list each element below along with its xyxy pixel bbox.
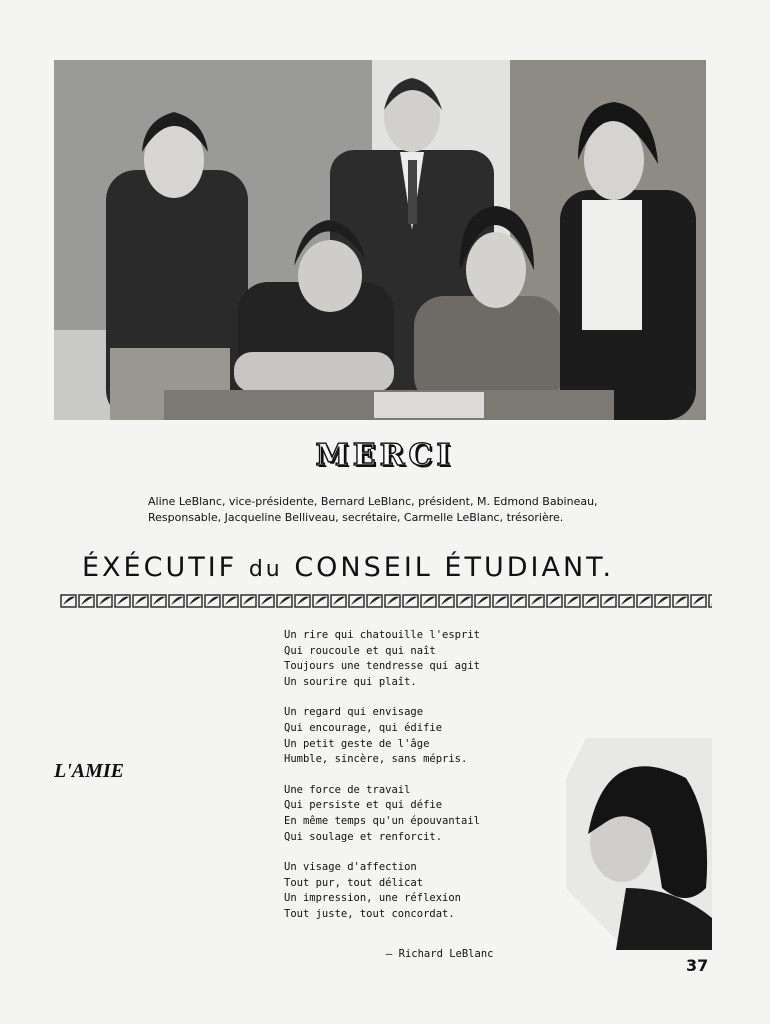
poem-line: Un impression, une réflexion [284, 892, 462, 905]
poem-line: Un rire qui chatouille l'esprit [284, 629, 480, 641]
poem-line: Un regard qui envisage [284, 706, 424, 719]
portrait-photo [566, 738, 712, 950]
poem-title: L'AMIE [54, 760, 125, 782]
poem-line: Qui soulage et renforcit. [284, 830, 443, 843]
poem-line: Un petit geste de l'âge [284, 737, 430, 750]
heading-part-1: ÉXÉCUTIF [82, 552, 238, 583]
poem-line: Un sourire qui plaît. [284, 675, 417, 688]
poem-line: Qui encourage, qui édifie [284, 721, 443, 734]
poem-signature: – Richard LeBlanc [386, 948, 494, 960]
poem-line: Tout pur, tout délicat [284, 876, 424, 889]
poem-line: Une force de travail [284, 783, 411, 796]
poem-line: Toujours une tendresse qui agit [284, 660, 480, 673]
heading-part-3: CONSEIL ÉTUDIANT. [294, 552, 615, 583]
poem-line: Qui roucoule et qui naît [284, 644, 436, 657]
page-number: 37 [686, 956, 709, 975]
decorative-leaf-border [60, 592, 712, 610]
group-photo [54, 60, 706, 420]
poem-stanza [284, 783, 544, 845]
poem [284, 628, 544, 938]
merci-title: MERCI [315, 438, 455, 473]
poem-stanza [284, 705, 544, 767]
poem-stanza [284, 628, 544, 690]
poem-line: En même temps qu'un épouvantail [284, 814, 480, 827]
poem-line: Tout juste, tout concordat. [284, 907, 455, 920]
caption-line-1: Aline LeBlanc, vice-présidente, Bernard LeBlanc, président, M. Edmond Babineau, [148, 495, 598, 508]
heading-part-2: du [248, 557, 283, 582]
poem-line: Un visage d'affection [284, 861, 417, 874]
caption-line-2: Responsable, Jacqueline Belliveau, secrétaire, Carmelle LeBlanc, trésorière. [148, 511, 564, 524]
poem-stanza [284, 860, 544, 922]
poem-line: Qui persiste et qui défie [284, 799, 443, 812]
section-heading [82, 552, 702, 583]
poem-line: Humble, sincère, sans mépris. [284, 753, 468, 766]
photo-caption [148, 494, 668, 526]
